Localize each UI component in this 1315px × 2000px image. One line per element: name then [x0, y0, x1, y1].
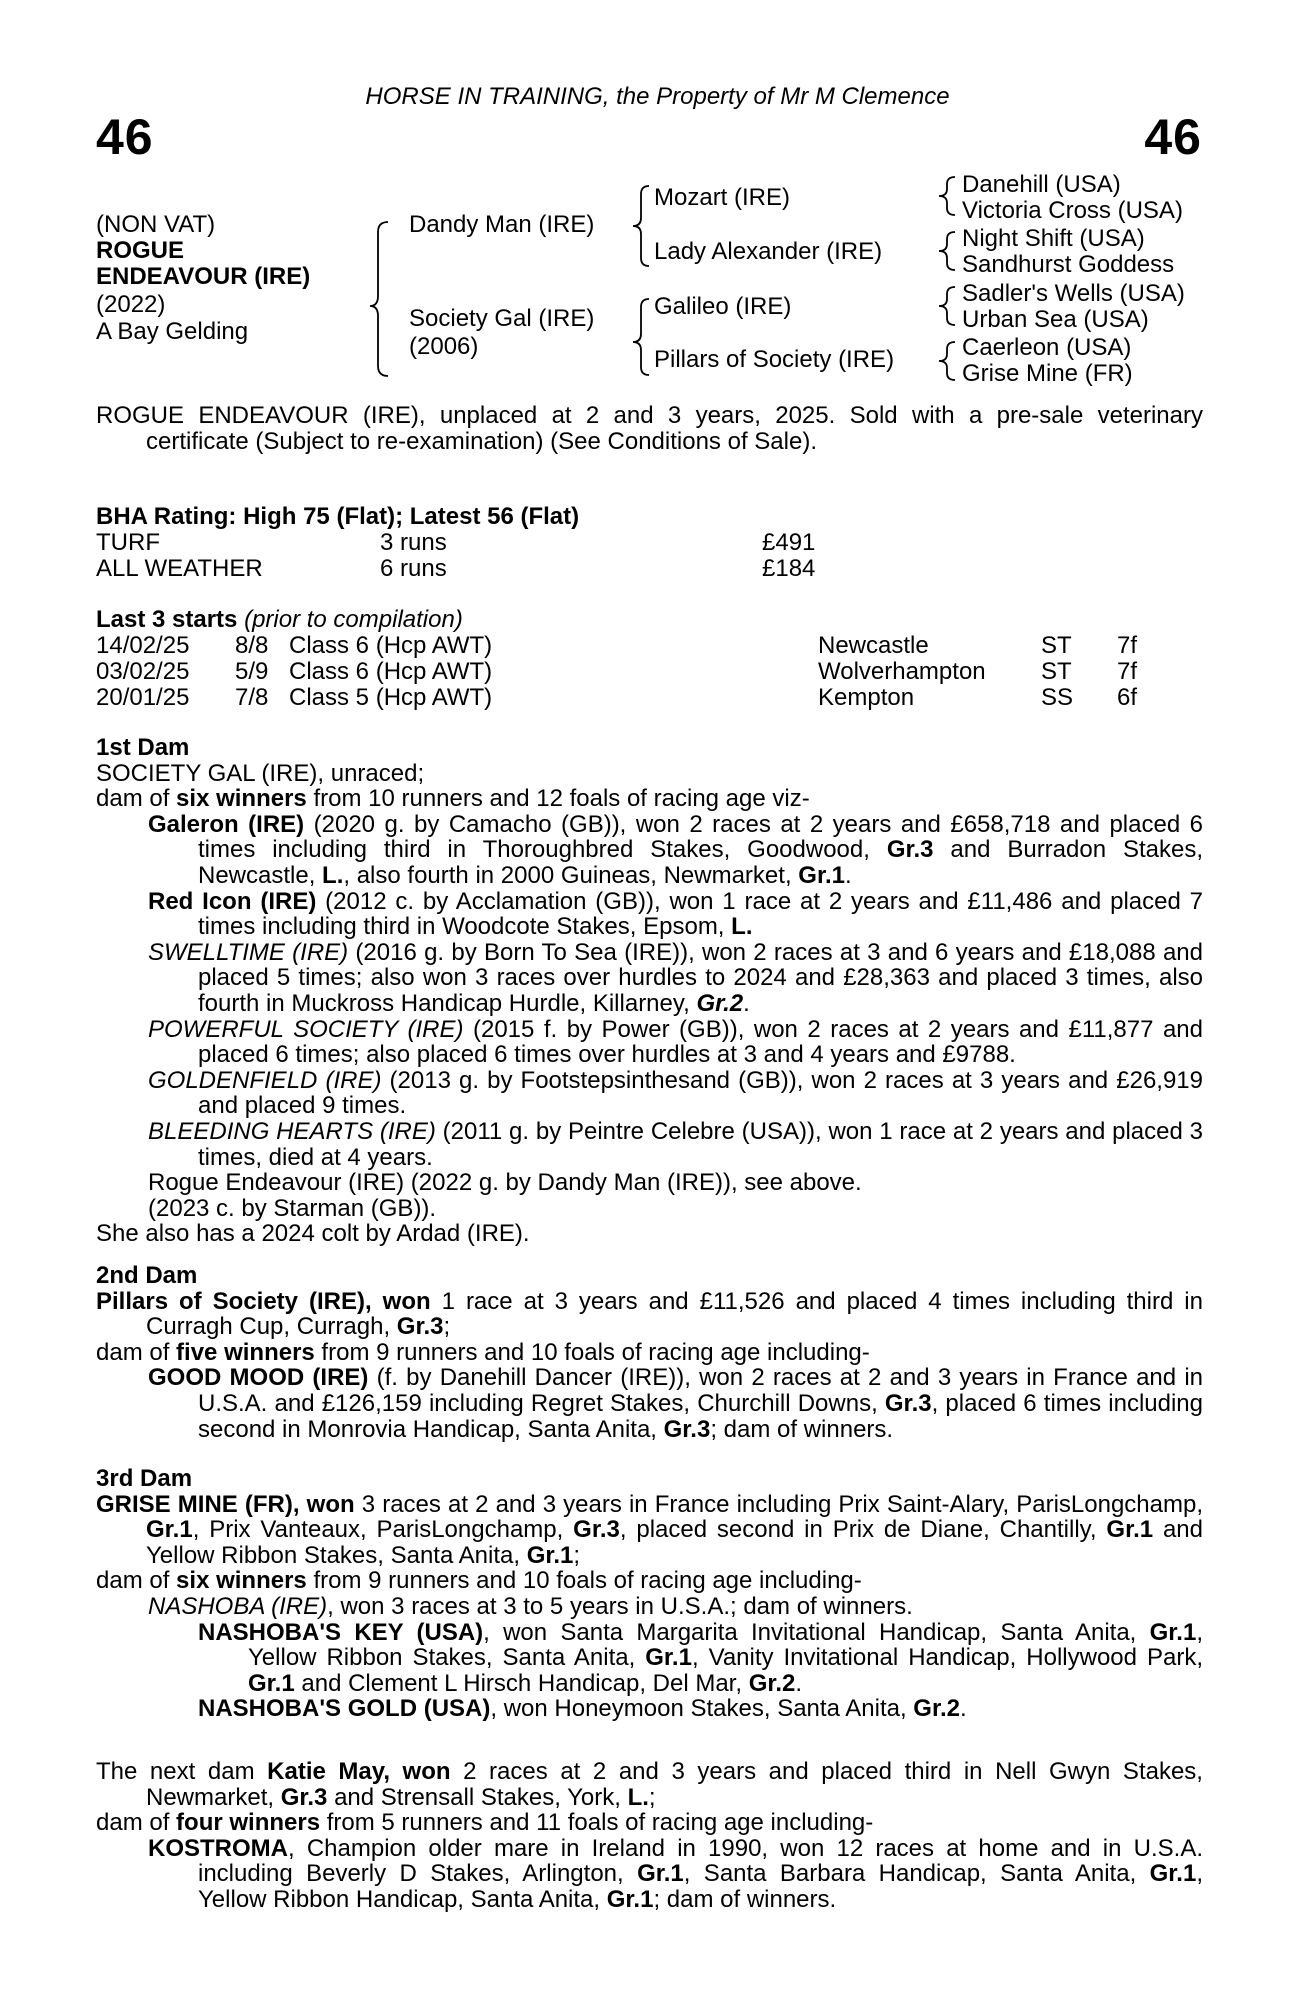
produce-text: (f. by Danehill Dancer (IRE)), won 2 races at 2 and 3 years in France and in U.S.A. and £126,159 including Regret Stakes, Churchill Downs,	[198, 1364, 1204, 1417]
pedigree-dds: Caerleon (USA)	[962, 334, 1132, 361]
dam-of-pre: dam of	[96, 1338, 177, 1366]
second-dam-produce-summary	[96, 1340, 1203, 1366]
produce-starman-colt: (2023 c. by Starman (GB)).	[148, 1194, 437, 1222]
record-text: 2 races at 2 and 3 years and placed third in Nell Gwyn Stakes, Newmarket,	[146, 1758, 1203, 1811]
produce-name: POWERFUL SOCIETY (IRE)	[148, 1015, 464, 1043]
grade: Gr.3	[886, 836, 934, 864]
produce-text: , won Santa Margarita Invitational Handicap, Santa Anita,	[483, 1618, 1150, 1646]
record-text: and Strensall Stakes, York,	[327, 1783, 628, 1811]
last-starts-heading-italic: (prior to compilation)	[237, 606, 463, 633]
produce-name: GOLDENFIELD (IRE)	[148, 1066, 382, 1094]
second-dam-section	[96, 1263, 1203, 1442]
first-dam-intro: SOCIETY GAL (IRE), unraced;	[96, 759, 425, 787]
grade: Gr.1	[637, 1860, 684, 1888]
horse-year: (2022)	[96, 291, 166, 318]
produce-text: ; dam of winners.	[653, 1885, 837, 1913]
bha-rating-heading: BHA Rating: High 75 (Flat); Latest 56 (Flat)	[96, 503, 580, 530]
record-text: and Yellow Ribbon Stakes, Santa Anita,	[146, 1516, 1203, 1569]
produce-text: , Vanity Invitational Handicap, Hollywood Park,	[691, 1644, 1203, 1672]
grade: L.	[627, 1783, 649, 1811]
pedigree-sdd: Sandhurst Goddess	[962, 251, 1175, 278]
record-text: , placed second in Prix de Diane, Chantilly,	[619, 1516, 1107, 1544]
produce-text: , Santa Barbara Handicap, Santa Anita,	[683, 1860, 1150, 1888]
grade: Gr.1	[645, 1644, 692, 1672]
pedigree-ssd: Victoria Cross (USA)	[962, 197, 1183, 224]
start-2-going: SS	[1041, 684, 1074, 711]
dam-of-pre: dam of	[96, 1567, 177, 1595]
produce-name: NASHOBA (IRE)	[148, 1592, 328, 1620]
next-dam-produce-summary	[96, 1810, 1203, 1836]
produce-text: .	[743, 989, 750, 1017]
produce-bleeding-hearts	[96, 1119, 1203, 1170]
produce-galeron	[96, 812, 1203, 889]
grade: Gr.1	[248, 1669, 295, 1697]
grade: Gr.1	[606, 1885, 654, 1913]
produce-text: , won Honeymoon Stakes, Santa Anita,	[490, 1695, 914, 1723]
start-1-dist: 7f	[1117, 658, 1138, 685]
produce-text: , won 3 races at 3 to 5 years in U.S.A.; dam of winners.	[327, 1592, 913, 1620]
grade: Gr.3	[663, 1415, 711, 1443]
second-dam-record	[96, 1289, 1203, 1340]
start-0-class: Class 6 (Hcp AWT)	[289, 632, 493, 659]
third-dam-record	[96, 1492, 1203, 1569]
start-0-going: ST	[1041, 632, 1072, 659]
produce-name: GOOD MOOD (IRE)	[148, 1364, 369, 1392]
dam-of-post: from 10 runners and 12 foals of racing age viz-	[306, 785, 810, 813]
start-1-class: Class 6 (Hcp AWT)	[289, 658, 493, 685]
produce-nashobas-gold	[96, 1696, 1203, 1722]
grade: Gr.1	[798, 861, 845, 889]
produce-text: (2011 g. by Peintre Celebre (USA)), won 1 race at 2 years and placed 3 times, died at 4 years.	[198, 1117, 1203, 1171]
record-text: ;	[573, 1541, 581, 1569]
produce-text: .	[844, 861, 852, 889]
horse-name-line1: ROGUE	[96, 237, 185, 264]
record-text: 3 races at 2 and 3 years in France including Prix Saint-Alary, ParisLongchamp,	[354, 1490, 1203, 1518]
produce-text: (2020 g. by Camacho (GB)), won 2 races at 2 years and £658,718 and placed 6 times including third in Thoroughbred Stakes, Goodwood,	[198, 810, 1203, 864]
produce-text: and Clement L Hirsch Handicap, Del Mar,	[294, 1669, 749, 1697]
produce-text: , Yellow Ribbon Handicap, Santa Anita,	[198, 1860, 1203, 1913]
rating-turf-prize: £491	[762, 529, 816, 556]
produce-name: NASHOBA'S KEY (USA)	[198, 1618, 484, 1646]
start-1-date: 03/02/25	[96, 658, 190, 685]
produce-name: BLEEDING HEARTS (IRE)	[148, 1117, 436, 1145]
record-text: 1 race at 3 years and £11,526 and placed 4 times including third in Curragh Cup, Curragh,	[146, 1287, 1203, 1341]
next-dam-name: Katie May	[267, 1758, 384, 1785]
start-1-course: Wolverhampton	[818, 658, 986, 685]
start-0-course: Newcastle	[818, 632, 929, 659]
dam-of-bold: five winners	[176, 1338, 315, 1366]
third-dam-heading: 3rd Dam	[96, 1465, 193, 1492]
grade: Gr.1	[1149, 1860, 1197, 1888]
pedigree-sire: Dandy Man (IRE)	[409, 211, 595, 238]
rating-aw-surface: ALL WEATHER	[96, 555, 263, 582]
grade: Gr.3	[884, 1389, 932, 1417]
produce-text: .	[795, 1669, 803, 1697]
produce-text: , Champion older mare in Ireland in 1990, won 12 races at home and in U.S.A. including Beverly D Stakes, Arlington,	[198, 1834, 1203, 1888]
grade: Gr.2	[913, 1695, 960, 1723]
pedigree-ddd: Grise Mine (FR)	[962, 360, 1133, 387]
first-dam-also: She also has a 2024 colt by Ardad (IRE).	[96, 1220, 530, 1248]
pedigree-dam: Society Gal (IRE)	[409, 305, 595, 332]
dam-of-pre: dam of	[96, 1809, 177, 1837]
grade: Gr.1	[1106, 1516, 1154, 1544]
won-label: , won	[383, 1758, 451, 1785]
produce-nashobas-key	[96, 1620, 1203, 1697]
produce-name: SWELLTIME (IRE)	[148, 938, 349, 966]
lot-number-right: 46	[1144, 109, 1202, 165]
produce-name: KOSTROMA	[148, 1834, 288, 1862]
start-0-date: 14/02/25	[96, 632, 190, 659]
pedigree-sire-sire: Mozart (IRE)	[654, 184, 791, 211]
produce-text: .	[960, 1695, 967, 1723]
start-1-going: ST	[1041, 658, 1072, 685]
grade: L.	[322, 861, 344, 889]
record-text: ;	[648, 1783, 656, 1811]
next-dam-section	[96, 1759, 1203, 1913]
produce-kostroma	[96, 1836, 1203, 1913]
dam-of-bold: four winners	[176, 1809, 321, 1837]
third-dam-name: GRISE MINE (FR)	[96, 1490, 293, 1518]
produce-name: NASHOBA'S GOLD (USA)	[198, 1695, 491, 1723]
second-dam-name: Pillars of Society (IRE)	[96, 1287, 365, 1315]
first-dam-produce-summary	[96, 786, 1203, 812]
last-starts-heading-bold: Last 3 starts	[96, 606, 238, 633]
grade: Gr.1	[146, 1516, 193, 1544]
start-0-pos: 8/8	[235, 632, 269, 659]
page-header-title: HORSE IN TRAINING, the Property of Mr M Clemence	[365, 83, 950, 110]
won-label: , won	[292, 1490, 355, 1518]
record-text: ;	[443, 1313, 451, 1341]
dam-of-post: from 5 runners and 11 foals of racing age including-	[320, 1809, 874, 1837]
grade: Gr.2	[696, 989, 744, 1017]
third-dam-produce-summary	[96, 1568, 1203, 1594]
start-0-dist: 7f	[1117, 632, 1138, 659]
pedigree-dam-year: (2006)	[409, 333, 479, 360]
pedigree-dsd: Urban Sea (USA)	[962, 306, 1149, 333]
lot-number-left: 46	[96, 109, 154, 165]
produce-text: (2013 g. by Footstepsinthesand (GB)), won 2 races at 3 years and £26,919 and placed 9 times.	[198, 1066, 1203, 1120]
first-dam-section	[96, 735, 1203, 1247]
record-text: The next dam	[96, 1758, 268, 1785]
grade: Gr.3	[396, 1313, 444, 1341]
produce-swelltime	[96, 940, 1203, 1017]
start-2-dist: 6f	[1117, 684, 1138, 711]
won-label: , won	[365, 1287, 431, 1315]
rating-aw-runs: 6 runs	[380, 555, 447, 582]
grade: Gr.3	[280, 1783, 328, 1811]
produce-rogue-endeavour: Rogue Endeavour (IRE) (2022 g. by Dandy Man (IRE)), see above.	[148, 1169, 862, 1197]
produce-text: (2015 f. by Power (GB)), won 2 races at 2 years and £11,877 and placed 6 times; also placed 6 times over hurdles at 3 and 4 years and £9788.	[198, 1015, 1204, 1069]
next-dam-record	[96, 1759, 1203, 1810]
record-text: , Prix Vanteaux, ParisLongchamp,	[192, 1516, 574, 1544]
third-dam-section	[96, 1466, 1203, 1722]
start-1-pos: 5/9	[235, 658, 269, 685]
rating-turf-runs: 3 runs	[380, 529, 447, 556]
start-2-course: Kempton	[818, 684, 915, 711]
dam-of-pre: dam of	[96, 785, 177, 813]
pedigree-dam-dam: Pillars of Society (IRE)	[654, 346, 895, 373]
start-2-class: Class 5 (Hcp AWT)	[289, 684, 493, 711]
dam-of-post: from 9 runners and 10 foals of racing age including-	[306, 1567, 862, 1595]
first-dam-heading: 1st Dam	[96, 734, 190, 761]
dam-of-post: from 9 runners and 10 foals of racing age including-	[314, 1338, 870, 1366]
pedigree-sds: Night Shift (USA)	[962, 225, 1145, 252]
grade: L.	[731, 913, 753, 941]
rating-aw-prize: £184	[762, 555, 816, 582]
grade: Gr.3	[573, 1516, 620, 1544]
horse-description: A Bay Gelding	[96, 318, 249, 345]
grade: Gr.2	[748, 1669, 796, 1697]
last-starts-heading	[96, 607, 463, 633]
produce-text: and Burradon Stakes, Newcastle,	[198, 836, 1203, 889]
summary-text: ROGUE ENDEAVOUR (IRE), unplaced at 2 and 3 years, 2025. Sold with a pre-sale veterinary certificate (Subject to re-examination) (See Conditions of Sale).	[96, 402, 1203, 455]
produce-name: Galeron (IRE)	[148, 810, 305, 838]
produce-nashoba	[96, 1594, 1203, 1620]
second-dam-heading: 2nd Dam	[96, 1262, 198, 1289]
produce-text: , placed 6 times including second in Monrovia Handicap, Santa Anita,	[198, 1389, 1203, 1443]
produce-name: Red Icon (IRE)	[148, 887, 317, 915]
pedigree-sss: Danehill (USA)	[962, 171, 1121, 198]
pedigree-dss: Sadler's Wells (USA)	[962, 280, 1185, 307]
produce-text: ; dam of winners.	[710, 1415, 894, 1443]
produce-powerful-society	[96, 1017, 1203, 1068]
produce-text: , Yellow Ribbon Stakes, Santa Anita,	[248, 1618, 1203, 1672]
summary-block	[96, 403, 1203, 454]
produce-goldenfield	[96, 1068, 1203, 1119]
rating-turf-surface: TURF	[96, 529, 160, 556]
produce-red-icon	[96, 889, 1203, 940]
pedigree-sire-dam: Lady Alexander (IRE)	[654, 238, 883, 265]
dam-of-bold: six winners	[176, 785, 307, 813]
grade: Gr.1	[526, 1541, 574, 1569]
produce-text: (2016 g. by Born To Sea (IRE)), won 2 races at 3 and 6 years and £18,088 and placed 5 times; also won 3 races over hurdles to 2024 and £28,363 and placed 3 times, also fourth in Muckross Handicap Hurdle, Killarney,	[198, 938, 1203, 1017]
pedigree-dam-sire: Galileo (IRE)	[654, 293, 792, 320]
dam-of-bold: six winners	[176, 1567, 307, 1595]
start-2-date: 20/01/25	[96, 684, 190, 711]
horse-name-line2: ENDEAVOUR (IRE)	[96, 263, 311, 290]
produce-text: , also fourth in 2000 Guineas, Newmarket,	[343, 861, 799, 889]
grade: Gr.1	[1149, 1618, 1197, 1646]
produce-text: (2012 c. by Acclamation (GB)), won 1 race at 2 years and £11,486 and placed 7 times including third in Woodcote Stakes, Epsom,	[198, 887, 1204, 941]
start-2-pos: 7/8	[235, 684, 269, 711]
vat-status: (NON VAT)	[96, 211, 216, 238]
produce-good-mood	[96, 1365, 1203, 1442]
